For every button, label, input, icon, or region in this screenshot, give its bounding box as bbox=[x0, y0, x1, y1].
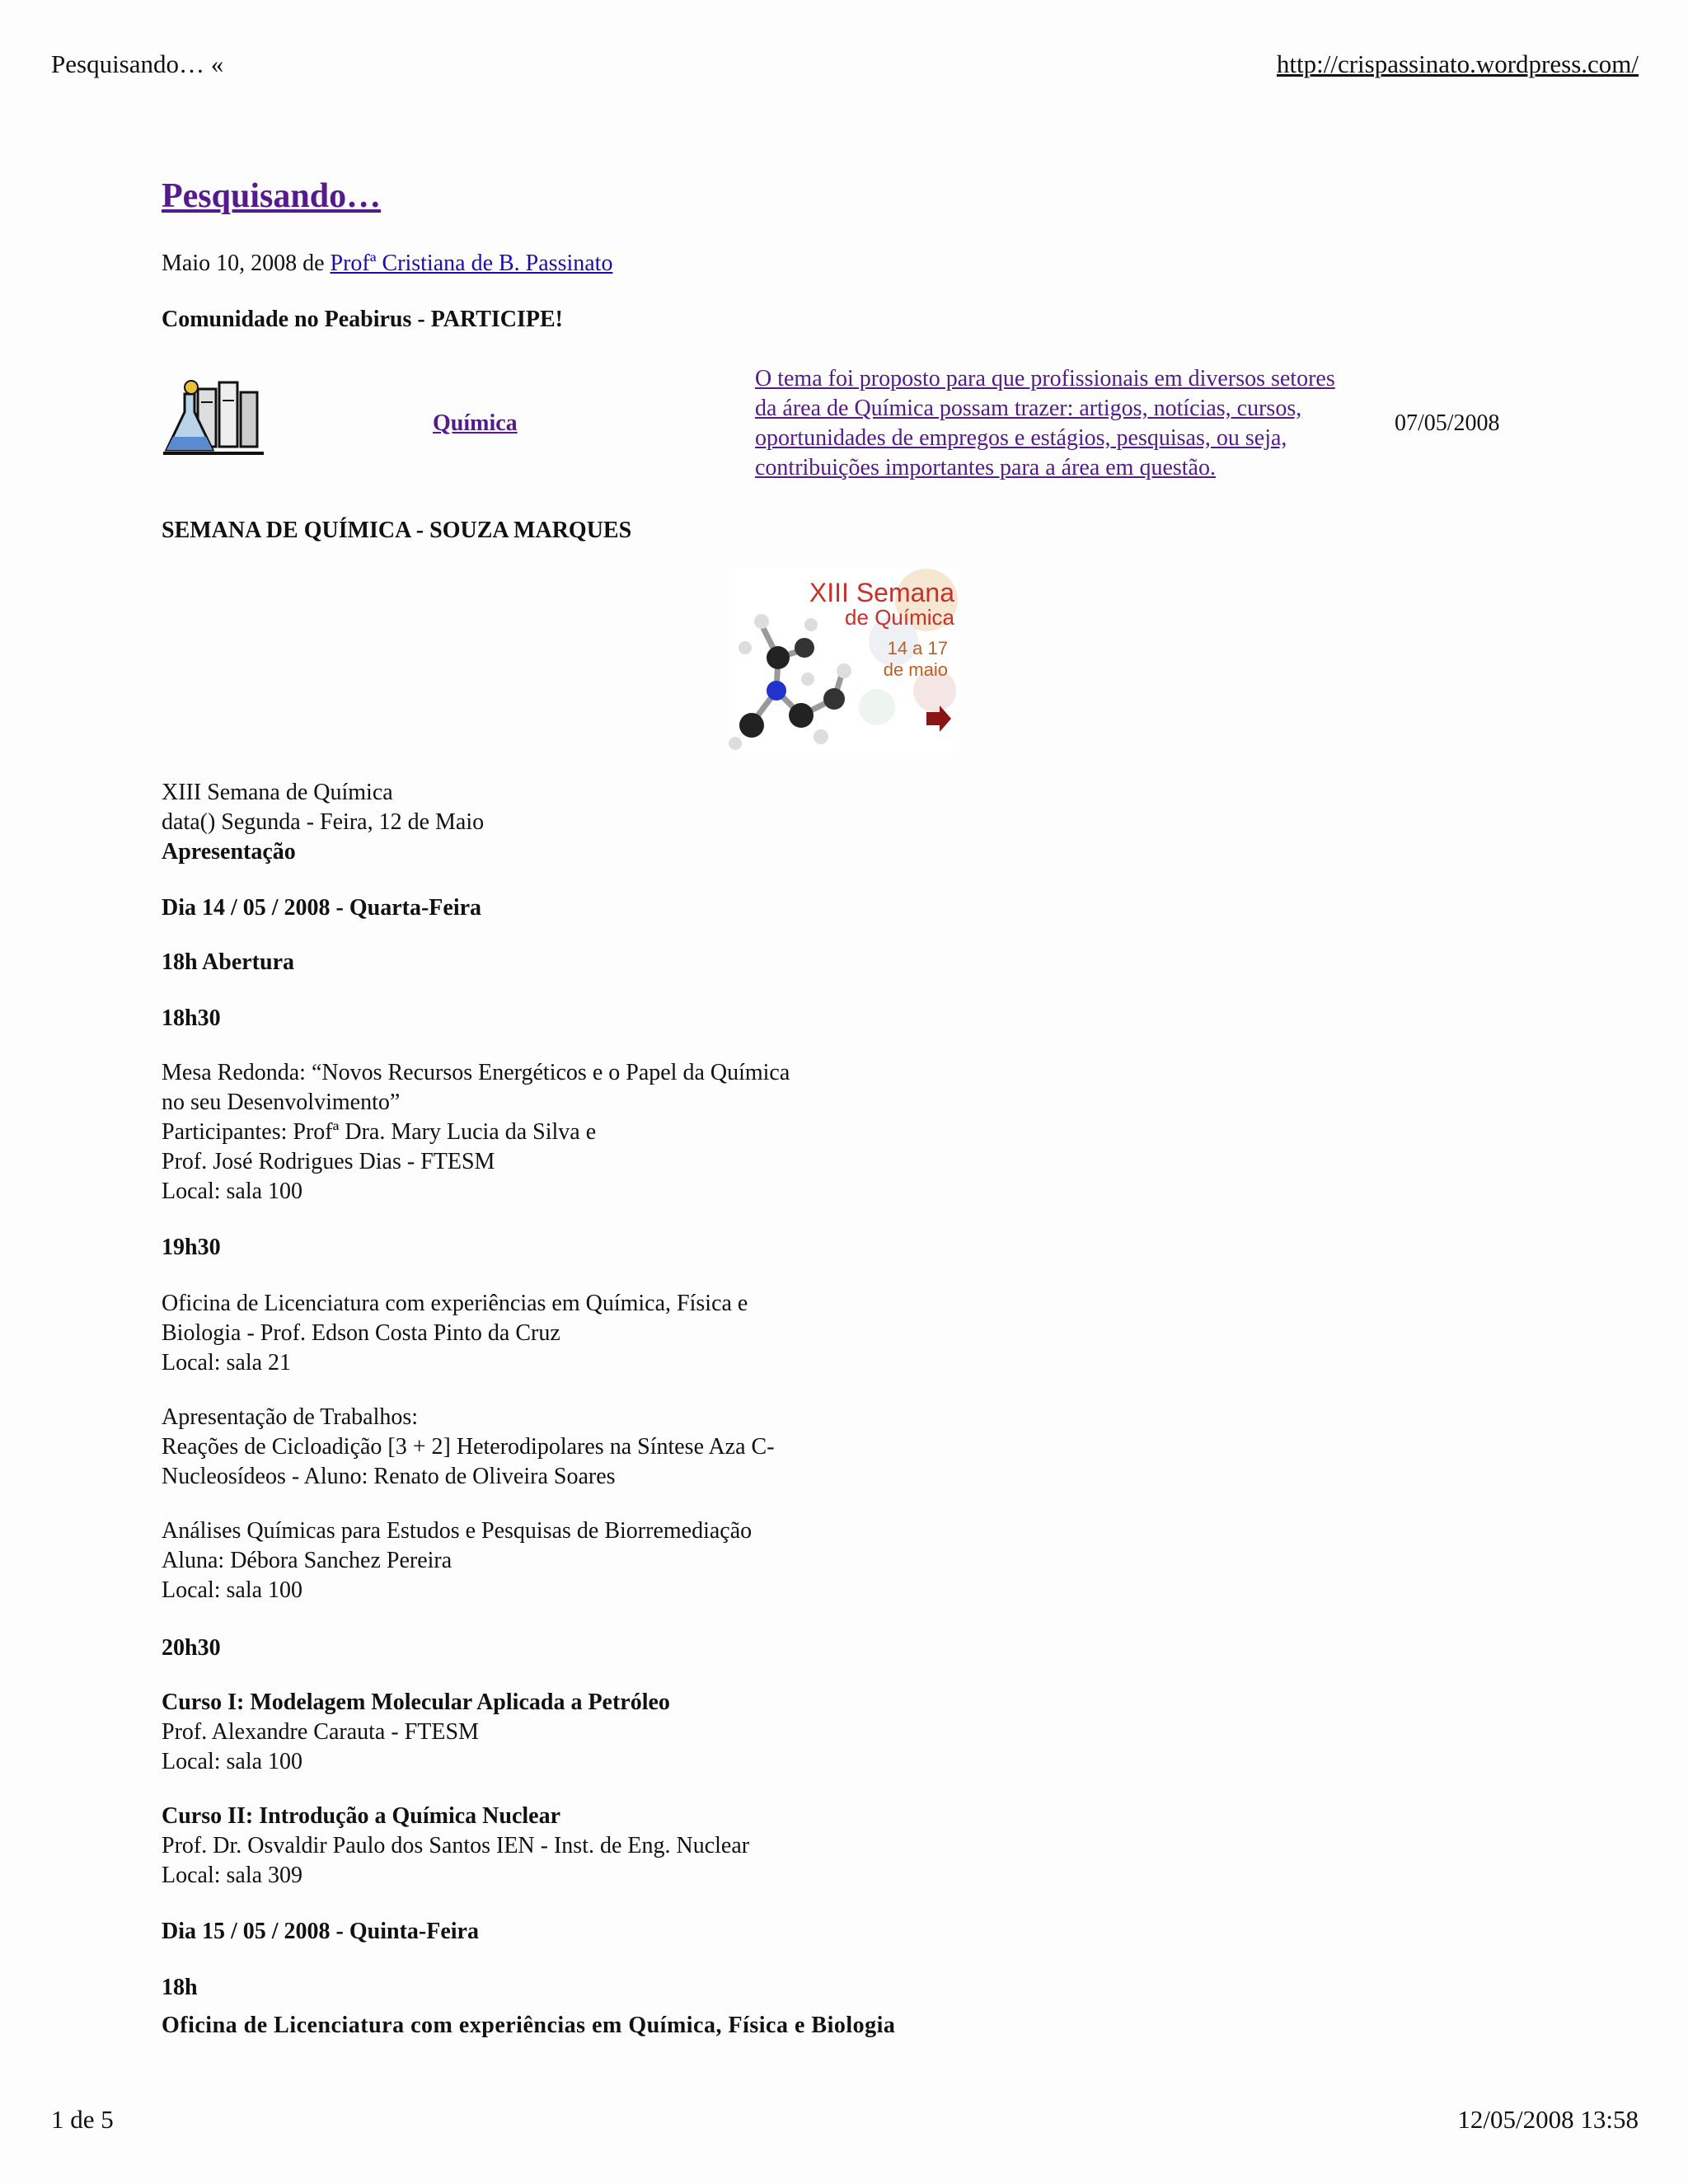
community-desc-line: da área de Química possam trazer: artigos, notícias, cursos, bbox=[755, 396, 1302, 421]
analises-block bbox=[162, 1516, 903, 1605]
time-heading: 20h30 bbox=[162, 1635, 221, 1661]
banner-dates: 14 a 17 bbox=[887, 638, 948, 658]
text-line: Prof. José Rodrigues Dias - FTESM bbox=[162, 1149, 495, 1174]
cut-off-text: Oficina de Licenciatura com experiências em Química, Física e Biologia bbox=[162, 2013, 896, 2038]
text-line: Biologia - Prof. Edson Costa Pinto da Cruz bbox=[162, 1320, 560, 1346]
time-heading: 18h30 bbox=[162, 1005, 221, 1031]
event-heading: SEMANA DE QUÍMICA - SOUZA MARQUES bbox=[162, 518, 632, 543]
semana-quimica-banner[interactable] bbox=[729, 567, 959, 753]
event-intro bbox=[162, 778, 903, 867]
oficina-block bbox=[162, 1289, 903, 1378]
text-line: Prof. Dr. Osvaldir Paulo dos Santos IEN - Inst. de Eng. Nuclear bbox=[162, 1833, 750, 1858]
text-line: Análises Químicas para Estudos e Pesquisas de Biorremediação bbox=[162, 1518, 753, 1544]
banner-title: XIII Semana bbox=[809, 578, 954, 607]
author-link[interactable]: Profª Cristiana de B. Passinato bbox=[330, 251, 613, 276]
text-line: Oficina de Licenciatura com experiências em Química, Física e bbox=[162, 1291, 748, 1316]
text-line: Local: sala 21 bbox=[162, 1350, 292, 1376]
curso2-block bbox=[162, 1802, 903, 1891]
print-header-url[interactable]: http://crispassinato.wordpress.com/ bbox=[1276, 49, 1639, 78]
community-desc-line: oportunidades de empregos e estágios, pesquisas, ou seja, bbox=[755, 425, 1287, 451]
print-footer-page: 1 de 5 bbox=[51, 2105, 114, 2134]
post-meta bbox=[162, 249, 903, 279]
event-title: XIII Semana de Química bbox=[162, 780, 393, 805]
text-line: Apresentação de Trabalhos: bbox=[162, 1404, 419, 1430]
day-heading: Dia 15 / 05 / 2008 - Quinta-Feira bbox=[162, 1919, 479, 1944]
time-heading: 18h bbox=[162, 1975, 198, 2000]
curso1-block bbox=[162, 1688, 903, 1777]
mesa-redonda-block bbox=[162, 1058, 903, 1207]
community-heading: Comunidade no Peabirus - PARTICIPE! bbox=[162, 307, 563, 332]
course-title: Curso I: Modelagem Molecular Aplicada a Petróleo bbox=[162, 1690, 670, 1715]
day-heading: Dia 14 / 05 / 2008 - Quarta-Feira bbox=[162, 895, 482, 921]
text-line: Nucleosídeos - Aluno: Renato de Oliveira Soares bbox=[162, 1464, 616, 1489]
print-footer-timestamp: 12/05/2008 13:58 bbox=[1457, 2105, 1639, 2134]
banner-month: de maio bbox=[883, 659, 948, 680]
print-header-title: Pesquisando… « bbox=[51, 49, 224, 78]
cut-off-line bbox=[162, 2013, 953, 2041]
community-desc-line: contribuições importantes para a área em questão. bbox=[755, 455, 1216, 480]
trabalhos-block bbox=[162, 1403, 903, 1492]
text-line: Participantes: Profª Dra. Mary Lucia da Silva e bbox=[162, 1119, 597, 1145]
text-line: Mesa Redonda: “Novos Recursos Energéticos e o Papel da Química bbox=[162, 1060, 790, 1085]
time-heading: 18h Abertura bbox=[162, 949, 294, 975]
post-title-link[interactable]: Pesquisando… bbox=[162, 177, 382, 215]
text-line: Aluna: Débora Sanchez Pereira bbox=[162, 1548, 452, 1573]
time-heading: 19h30 bbox=[162, 1235, 221, 1260]
community-date: 07/05/2008 bbox=[1395, 410, 1500, 436]
event-date-line: data() Segunda - Feira, 12 de Maio bbox=[162, 809, 485, 835]
text-line: Prof. Alexandre Carauta - FTESM bbox=[162, 1719, 479, 1745]
text-line: Local: sala 100 bbox=[162, 1577, 303, 1603]
chemistry-flask-icon[interactable] bbox=[162, 377, 272, 460]
apresentacao-label: Apresentação bbox=[162, 839, 296, 865]
post-date: Maio 10, 2008 de bbox=[162, 251, 331, 276]
community-desc-line: O tema foi proposto para que profissionais em diversos setores bbox=[755, 366, 1335, 391]
text-line: no seu Desenvolvimento” bbox=[162, 1090, 401, 1115]
community-description-link[interactable] bbox=[755, 364, 1398, 483]
community-name-link[interactable]: Química bbox=[433, 410, 518, 436]
banner-subtitle: de Química bbox=[845, 605, 954, 630]
text-line: Local: sala 100 bbox=[162, 1749, 303, 1774]
text-line: Local: sala 309 bbox=[162, 1863, 303, 1888]
text-line: Local: sala 100 bbox=[162, 1179, 303, 1204]
text-line: Reações de Cicloadição [3 + 2] Heterodipolares na Síntese Aza C- bbox=[162, 1434, 775, 1460]
course-title: Curso II: Introdução a Química Nuclear bbox=[162, 1803, 561, 1829]
